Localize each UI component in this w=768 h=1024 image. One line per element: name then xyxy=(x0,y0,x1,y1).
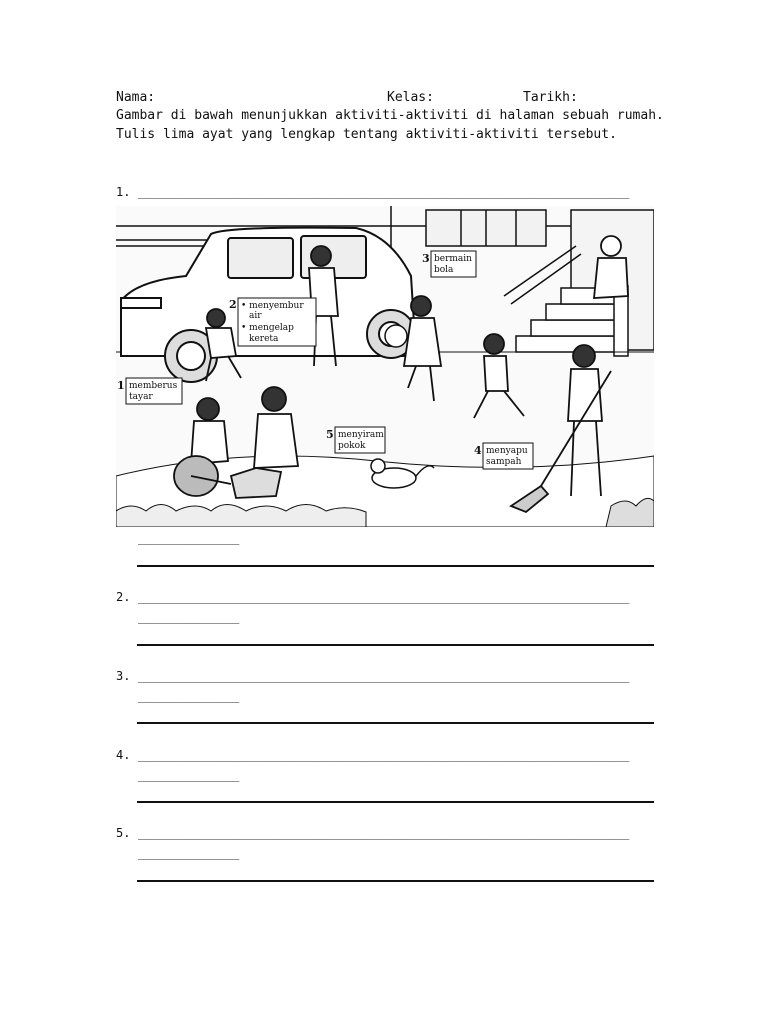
answer-number-1: 1. xyxy=(116,185,131,199)
label-2-number: 2 xyxy=(229,298,237,311)
label-1-brushing-tyre xyxy=(117,378,182,404)
label-2-bullet-a1: • menyembur xyxy=(241,301,304,311)
class-label: Kelas: xyxy=(387,90,434,105)
label-1-text-b: tayar xyxy=(129,392,153,402)
label-5-text-a: menyiram xyxy=(338,430,384,440)
label-4-number: 4 xyxy=(474,444,482,457)
label-2-bullet-b1: • mengelap xyxy=(241,323,294,333)
answer-rule-3[interactable] xyxy=(137,722,654,724)
label-4-text-a: menyapu xyxy=(486,446,528,456)
label-5-text-b: pokok xyxy=(338,441,366,451)
label-5-watering xyxy=(326,427,385,453)
answer-rule-1[interactable] xyxy=(137,565,654,567)
instruction-line-2: Tulis lima ayat yang lengkap tentang aktiviti-aktiviti tersebut. xyxy=(116,127,617,142)
label-3-number: 3 xyxy=(422,252,430,265)
answer-number-5: 5. xyxy=(116,826,131,840)
answer-dash-line-1a[interactable]: _________________________________________________________________________ xyxy=(138,185,629,199)
label-2-bullet-b2: kereta xyxy=(249,334,279,344)
answer-rule-5[interactable] xyxy=(137,880,654,882)
label-3-text-a: bermain xyxy=(434,254,472,264)
answer-dash-line-1b[interactable]: _______________ xyxy=(138,531,239,545)
instruction-line-1: Gambar di bawah menunjukkan aktiviti-aktiviti di halaman sebuah rumah. xyxy=(116,108,664,123)
answer-dash-line-4b[interactable]: _______________ xyxy=(138,768,239,782)
label-4-text-b: sampah xyxy=(486,457,522,467)
label-1-number: 1 xyxy=(117,379,125,392)
answer-dash-line-2b[interactable]: _______________ xyxy=(138,610,239,624)
yard-activities-illustration xyxy=(116,206,654,527)
answer-dash-line-5a[interactable]: _________________________________________________________________________ xyxy=(138,826,629,840)
date-label: Tarikh: xyxy=(523,90,578,105)
answer-dash-line-2a[interactable]: _________________________________________________________________________ xyxy=(138,590,629,604)
answer-rule-4[interactable] xyxy=(137,801,654,803)
ball xyxy=(385,325,407,347)
answer-dash-line-3a[interactable]: _________________________________________________________________________ xyxy=(138,669,629,683)
name-label: Nama: xyxy=(116,90,156,105)
label-3-text-b: bola xyxy=(434,265,454,275)
answer-dash-line-5b[interactable]: _______________ xyxy=(138,846,239,860)
answer-number-4: 4. xyxy=(116,748,131,762)
label-2-bullet-a2: air xyxy=(249,311,262,321)
answer-number-2: 2. xyxy=(116,590,131,604)
answer-dash-line-3b[interactable]: _______________ xyxy=(138,689,239,703)
label-1-text-a: memberus xyxy=(129,381,178,391)
label-5-number: 5 xyxy=(326,428,334,441)
answer-rule-2[interactable] xyxy=(137,644,654,646)
label-2-spray-wipe xyxy=(229,298,316,346)
label-4-sweeping xyxy=(474,443,533,469)
answer-number-3: 3. xyxy=(116,669,131,683)
answer-dash-line-4a[interactable]: _________________________________________________________________________ xyxy=(138,748,629,762)
